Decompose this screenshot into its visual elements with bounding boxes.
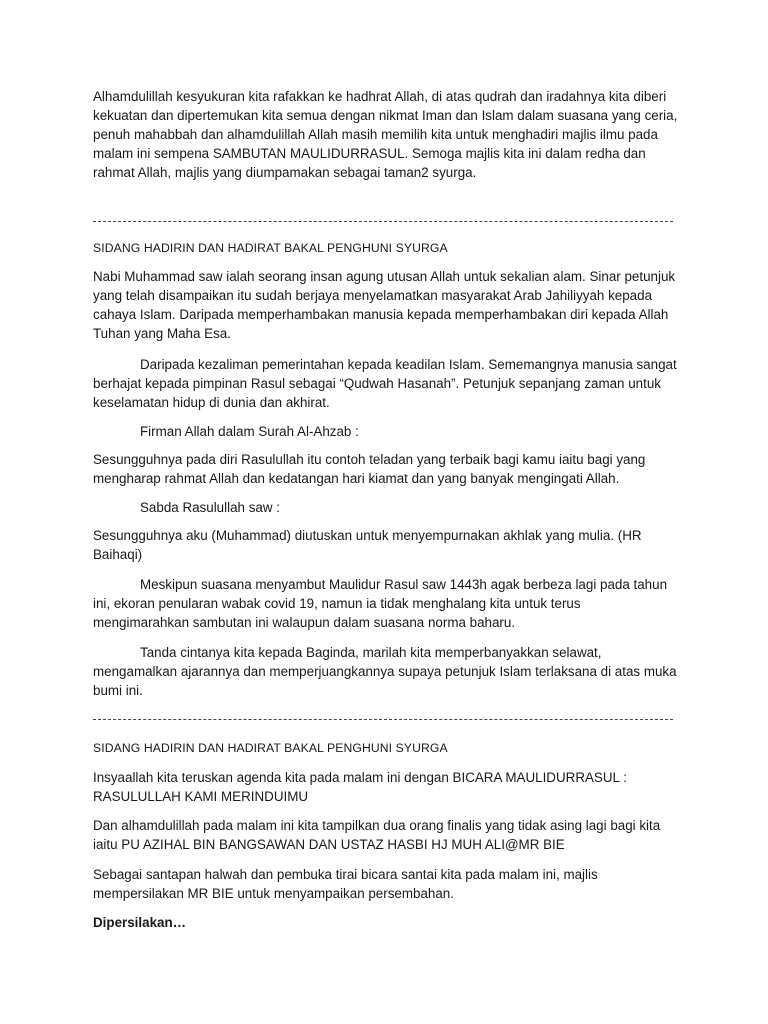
dashed-divider xyxy=(93,719,673,720)
dipersilakan-paragraph: Dipersilakan… xyxy=(93,915,187,930)
tanda-paragraph: Tanda cintanya kita kepada Baginda, marilah kita memperbanyakkan selawat, mengamalkan ajarannya dan memperjuangkannya supaya petunjuk Islam terlaksana di atas muka bumi ini. xyxy=(93,645,677,698)
firman-paragraph: Firman Allah dalam Surah Al-Ahzab : xyxy=(140,424,359,439)
hadis-paragraph: Sesungguhnya aku (Muhammad) diutuskan untuk menyempurnakan akhlak yang mulia. (HR Baihaqi) xyxy=(93,528,642,562)
dashed-divider xyxy=(93,221,673,222)
kezaliman-paragraph: Daripada kezaliman pemerintahan kepada keadilan Islam. Sememangnya manusia sangat berhajat kepada pimpinan Rasul sebagai “Qudwah Hasanah”. Petunjuk sepanjang zaman untuk keselamatan hidup di dunia dan akhirat. xyxy=(93,357,677,410)
intro-paragraph: Alhamdulillah kesyukuran kita rafakkan ke hadhrat Allah, di atas qudrah dan iradahnya kita diberi kekuatan dan dipertemukan kita semua dengan nikmat Iman dan Islam dalam suasana yang ceria, penuh mahabbah dan alhamdulillah Allah masih memilih kita untuk menghadiri majlis ilmu pada malam ini sempena SAMBUTAN MAULIDURRASUL. Semoga majlis kita ini dalam redha dan rahmat Allah, majlis yang diumpamakan sebagai taman2 syurga. xyxy=(93,89,678,180)
finalis-paragraph: Dan alhamdulillah pada malam ini kita tampilkan dua orang finalis yang tidak asing lagi bagi kita iaitu PU AZIHAL BIN BANGSAWAN DAN USTAZ HASBI HJ MUH ALI@MR BIE xyxy=(93,818,661,852)
nabi-paragraph: Nabi Muhammad saw ialah seorang insan agung utusan Allah untuk sekalian alam. Sinar petunjuk yang telah disampaikan itu sudah berjaya menyelamatkan masyarakat Arab Jahiliyyah kepada cahaya Islam. Daripada memperhambakan manusia kepada memperhambakan diri kepada Allah Tuhan yang Maha Esa. xyxy=(93,269,676,341)
ayat-paragraph: Sesungguhnya pada diri Rasulullah itu contoh teladan yang terbaik bagi kamu iaitu bagi yang mengharap rahmat Allah dan kedatangan hari kiamat dan yang banyak mengingati Allah. xyxy=(93,452,646,486)
santapan-paragraph: Sebagai santapan halwah dan pembuka tirai bicara santai kita pada malam ini, majlis mempersilakan MR BIE untuk menyampaikan persembahan. xyxy=(93,867,598,901)
section-heading: SIDANG HADIRIN DAN HADIRAT BAKAL PENGHUNI SYURGA xyxy=(93,741,448,755)
insyaallah-paragraph: Insyaallah kita teruskan agenda kita pada malam ini dengan BICARA MAULIDURRASUL : RASULULLAH KAMI MERINDUIMU xyxy=(93,770,627,804)
sabda-paragraph: Sabda Rasulullah saw : xyxy=(140,500,280,515)
section-heading: SIDANG HADIRIN DAN HADIRAT BAKAL PENGHUNI SYURGA xyxy=(93,241,448,255)
meskipun-paragraph: Meskipun suasana menyambut Maulidur Rasul saw 1443h agak berbeza lagi pada tahun ini, ekoran penularan wabak covid 19, namun ia tidak menghalang kita untuk terus mengimarahkan sambutan ini walaupun dalam suasana norma baharu. xyxy=(93,577,668,630)
